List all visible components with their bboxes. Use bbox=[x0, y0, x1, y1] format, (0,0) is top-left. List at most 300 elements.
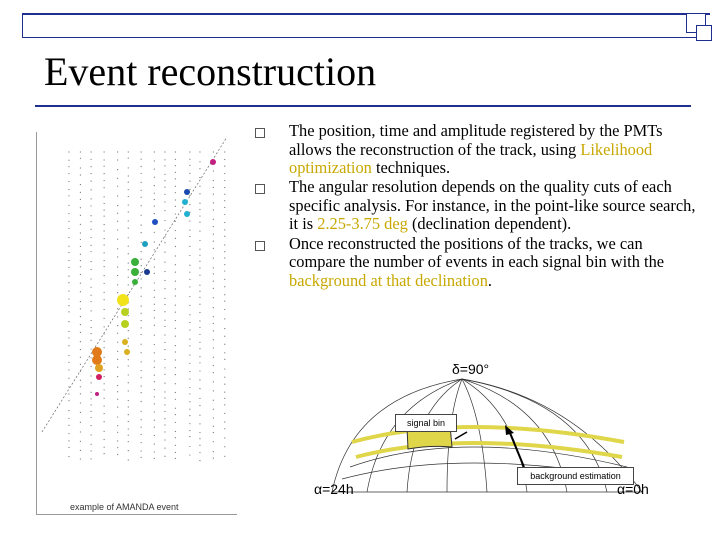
om-dot bbox=[104, 299, 105, 300]
om-dot bbox=[164, 229, 165, 230]
bullet-text-0a: The position, time and amplitude registered by the PMTs allows the reconstruction of the track, using bbox=[289, 121, 663, 159]
om-dot bbox=[175, 399, 176, 400]
om-dot bbox=[213, 409, 214, 410]
om-dot bbox=[213, 297, 214, 298]
om-dot bbox=[117, 376, 118, 377]
om-dot bbox=[189, 430, 190, 431]
om-dot bbox=[141, 370, 142, 371]
om-dot bbox=[128, 382, 129, 383]
om-dot bbox=[199, 285, 200, 286]
om-dot bbox=[175, 178, 176, 179]
om-dot bbox=[224, 151, 225, 152]
om-dot bbox=[104, 347, 105, 348]
om-dot bbox=[141, 259, 142, 260]
om-dot bbox=[164, 186, 165, 187]
om-dot bbox=[104, 252, 105, 253]
om-dot bbox=[104, 309, 105, 310]
om-dot bbox=[189, 236, 190, 237]
hit-marker bbox=[122, 339, 128, 345]
om-dot bbox=[80, 158, 81, 159]
om-dot bbox=[104, 292, 105, 293]
om-dot bbox=[80, 224, 81, 225]
om-dot bbox=[68, 400, 69, 401]
frame-top-line bbox=[22, 13, 710, 15]
om-dot bbox=[175, 159, 176, 160]
om-dot bbox=[117, 333, 118, 334]
om-dot bbox=[224, 200, 225, 201]
om-dot bbox=[117, 275, 118, 276]
om-dot bbox=[141, 450, 142, 451]
om-dot bbox=[164, 326, 165, 327]
om-dot bbox=[68, 311, 69, 312]
om-dot bbox=[213, 234, 214, 235]
om-dot bbox=[128, 450, 129, 451]
om-dot bbox=[154, 389, 155, 390]
om-dot bbox=[128, 459, 129, 460]
om-dot bbox=[175, 408, 176, 409]
om-dot bbox=[213, 323, 214, 324]
om-dot bbox=[175, 272, 176, 273]
om-dot bbox=[128, 346, 129, 347]
om-dot bbox=[199, 215, 200, 216]
om-dot bbox=[213, 457, 214, 458]
bullet-box-icon bbox=[255, 241, 265, 251]
om-dot bbox=[199, 209, 200, 210]
om-dot bbox=[128, 441, 129, 442]
om-dot bbox=[224, 166, 225, 167]
om-dot bbox=[104, 431, 105, 432]
om-dot bbox=[141, 251, 142, 252]
om-dot bbox=[80, 151, 81, 152]
om-dot bbox=[68, 246, 69, 247]
om-dot bbox=[104, 421, 105, 422]
om-dot bbox=[199, 432, 200, 433]
om-dot bbox=[213, 365, 214, 366]
om-dot bbox=[224, 328, 225, 329]
om-dot bbox=[104, 159, 105, 160]
om-dot bbox=[80, 207, 81, 208]
om-dot bbox=[199, 423, 200, 424]
om-dot bbox=[175, 359, 176, 360]
om-dot bbox=[189, 189, 190, 190]
om-dot bbox=[175, 186, 176, 187]
om-dot bbox=[154, 443, 155, 444]
om-dot bbox=[141, 334, 142, 335]
om-dot bbox=[213, 209, 214, 210]
om-dot bbox=[141, 386, 142, 387]
om-dot bbox=[213, 347, 214, 348]
om-dot bbox=[154, 451, 155, 452]
om-dot bbox=[199, 249, 200, 250]
om-dot bbox=[104, 151, 105, 152]
om-dot bbox=[117, 416, 118, 417]
om-dot bbox=[213, 426, 214, 427]
om-dot bbox=[213, 451, 214, 452]
om-dot bbox=[189, 446, 190, 447]
om-dot bbox=[128, 167, 129, 168]
om-dot bbox=[141, 190, 142, 191]
om-dot bbox=[141, 205, 142, 206]
background-estimation-label: background estimation bbox=[517, 467, 634, 485]
om-dot bbox=[117, 342, 118, 343]
om-dot bbox=[90, 181, 91, 182]
om-dot bbox=[104, 383, 105, 384]
om-dot bbox=[213, 226, 214, 227]
om-dot bbox=[175, 281, 176, 282]
om-dot bbox=[175, 414, 176, 415]
om-dot bbox=[68, 221, 69, 222]
om-dot bbox=[189, 195, 190, 196]
om-dot bbox=[224, 207, 225, 208]
om-dot bbox=[90, 411, 91, 412]
om-dot bbox=[213, 170, 214, 171]
om-dot bbox=[80, 260, 81, 261]
om-dot bbox=[199, 203, 200, 204]
om-dot bbox=[90, 444, 91, 445]
om-dot bbox=[104, 369, 105, 370]
om-dot bbox=[141, 224, 142, 225]
om-dot bbox=[141, 182, 142, 183]
om-dot bbox=[68, 321, 69, 322]
om-dot bbox=[68, 355, 69, 356]
om-dot bbox=[199, 151, 200, 152]
om-dot bbox=[90, 237, 91, 238]
bullet-text-2a: Once reconstructed the positions of the tracks, we can compare the number of events in each signal bin with the bbox=[289, 233, 665, 272]
bullet-box-icon bbox=[255, 128, 265, 138]
om-dot bbox=[90, 417, 91, 418]
om-dot bbox=[141, 305, 142, 306]
om-dot bbox=[117, 266, 118, 267]
om-dot bbox=[117, 432, 118, 433]
om-dot bbox=[175, 328, 176, 329]
om-dot bbox=[213, 307, 214, 308]
om-dot bbox=[68, 337, 69, 338]
om-dot bbox=[189, 378, 190, 379]
om-dot bbox=[224, 264, 225, 265]
om-dot bbox=[164, 280, 165, 281]
om-dot bbox=[90, 425, 91, 426]
om-dot bbox=[90, 434, 91, 435]
om-dot bbox=[154, 151, 155, 152]
om-dot bbox=[189, 279, 190, 280]
om-dot bbox=[117, 256, 118, 257]
om-dot bbox=[164, 334, 165, 335]
om-dot bbox=[154, 273, 155, 274]
om-dot bbox=[175, 172, 176, 173]
om-dot bbox=[213, 441, 214, 442]
om-dot bbox=[199, 452, 200, 453]
om-dot bbox=[164, 439, 165, 440]
om-dot bbox=[224, 359, 225, 360]
om-dot bbox=[117, 316, 118, 317]
om-dot bbox=[189, 401, 190, 402]
om-dot bbox=[154, 335, 155, 336]
om-dot bbox=[104, 389, 105, 390]
om-dot bbox=[213, 180, 214, 181]
om-dot bbox=[189, 173, 190, 174]
om-dot bbox=[164, 342, 165, 343]
om-dot bbox=[164, 311, 165, 312]
om-dot bbox=[104, 405, 105, 406]
hit-marker bbox=[144, 269, 150, 275]
om-dot bbox=[80, 458, 81, 459]
event-display-graphic bbox=[37, 132, 237, 514]
om-dot bbox=[224, 194, 225, 195]
om-dot bbox=[164, 448, 165, 449]
om-dot bbox=[164, 431, 165, 432]
om-dot bbox=[68, 393, 69, 394]
om-dot bbox=[154, 199, 155, 200]
om-dot bbox=[80, 254, 81, 255]
om-dot bbox=[128, 406, 129, 407]
om-dot bbox=[154, 420, 155, 421]
om-dot bbox=[213, 372, 214, 373]
hit-marker bbox=[184, 211, 190, 217]
om-dot bbox=[199, 240, 200, 241]
om-dot bbox=[175, 312, 176, 313]
om-dot bbox=[189, 286, 190, 287]
om-dot bbox=[90, 301, 91, 302]
om-dot bbox=[224, 257, 225, 258]
om-dot bbox=[90, 398, 91, 399]
om-dot bbox=[224, 300, 225, 301]
om-dot bbox=[68, 260, 69, 261]
om-dot bbox=[117, 359, 118, 360]
om-dot bbox=[189, 265, 190, 266]
om-dot bbox=[128, 253, 129, 254]
om-dot bbox=[199, 415, 200, 416]
om-dot bbox=[80, 450, 81, 451]
om-dot bbox=[154, 266, 155, 267]
om-dot bbox=[90, 295, 91, 296]
om-dot bbox=[224, 344, 225, 345]
om-dot bbox=[189, 423, 190, 424]
om-dot bbox=[213, 400, 214, 401]
om-dot bbox=[213, 281, 214, 282]
om-dot bbox=[175, 246, 176, 247]
om-dot bbox=[104, 244, 105, 245]
om-dot bbox=[80, 386, 81, 387]
om-dot bbox=[189, 230, 190, 231]
hit-marker bbox=[131, 258, 139, 266]
hit-marker bbox=[117, 294, 129, 306]
om-dot bbox=[128, 151, 129, 152]
om-dot bbox=[80, 246, 81, 247]
om-dot bbox=[224, 309, 225, 310]
hit-marker bbox=[132, 279, 138, 285]
om-dot bbox=[117, 325, 118, 326]
om-dot bbox=[199, 460, 200, 461]
om-dot bbox=[104, 413, 105, 414]
om-dot bbox=[199, 362, 200, 363]
om-dot bbox=[213, 417, 214, 418]
om-dot bbox=[199, 334, 200, 335]
om-dot bbox=[164, 320, 165, 321]
sky-map-top-label: δ=90° bbox=[452, 361, 490, 377]
om-dot bbox=[128, 237, 129, 238]
om-dot bbox=[189, 204, 190, 205]
om-dot bbox=[104, 180, 105, 181]
om-dot bbox=[141, 313, 142, 314]
hit-marker bbox=[96, 374, 102, 380]
om-dot bbox=[104, 166, 105, 167]
om-dot bbox=[164, 288, 165, 289]
om-dot bbox=[199, 370, 200, 371]
om-dot bbox=[164, 367, 165, 368]
bullet-box-icon bbox=[255, 184, 265, 194]
hit-marker bbox=[131, 268, 139, 276]
om-dot bbox=[175, 336, 176, 337]
om-dot bbox=[128, 228, 129, 229]
om-dot bbox=[154, 185, 155, 186]
om-dot bbox=[175, 351, 176, 352]
om-dot bbox=[199, 445, 200, 446]
om-dot bbox=[189, 371, 190, 372]
om-dot bbox=[141, 287, 142, 288]
om-dot bbox=[128, 196, 129, 197]
om-dot bbox=[164, 220, 165, 221]
om-dot bbox=[90, 310, 91, 311]
om-dot bbox=[141, 173, 142, 174]
om-dot bbox=[224, 368, 225, 369]
om-dot bbox=[90, 198, 91, 199]
om-dot bbox=[213, 288, 214, 289]
om-dot bbox=[175, 422, 176, 423]
om-dot bbox=[199, 297, 200, 298]
om-dot bbox=[189, 220, 190, 221]
om-dot bbox=[154, 249, 155, 250]
om-dot bbox=[154, 160, 155, 161]
om-dot bbox=[141, 361, 142, 362]
om-dot bbox=[128, 428, 129, 429]
om-dot bbox=[224, 377, 225, 378]
om-dot bbox=[224, 398, 225, 399]
om-dot bbox=[164, 298, 165, 299]
om-dot bbox=[117, 213, 118, 214]
om-dot bbox=[199, 348, 200, 349]
om-dot bbox=[154, 213, 155, 214]
om-dot bbox=[141, 197, 142, 198]
om-dot bbox=[154, 360, 155, 361]
title-underline bbox=[35, 105, 691, 107]
om-dot bbox=[189, 454, 190, 455]
om-dot bbox=[68, 160, 69, 161]
om-dot bbox=[164, 174, 165, 175]
om-dot bbox=[213, 248, 214, 249]
bullet-text-2b: . bbox=[487, 270, 493, 290]
om-dot bbox=[213, 219, 214, 220]
om-dot bbox=[141, 392, 142, 393]
om-dot bbox=[199, 168, 200, 169]
om-dot bbox=[199, 438, 200, 439]
om-dot bbox=[117, 391, 118, 392]
om-dot bbox=[90, 215, 91, 216]
om-dot bbox=[117, 406, 118, 407]
om-dot bbox=[164, 424, 165, 425]
om-dot bbox=[104, 453, 105, 454]
om-dot bbox=[224, 270, 225, 271]
event-display bbox=[36, 132, 237, 515]
om-dot bbox=[80, 332, 81, 333]
om-dot bbox=[68, 386, 69, 387]
om-dot bbox=[224, 384, 225, 385]
om-dot bbox=[175, 264, 176, 265]
om-dot bbox=[154, 282, 155, 283]
om-dot bbox=[128, 277, 129, 278]
om-dot bbox=[128, 330, 129, 331]
om-dot bbox=[90, 151, 91, 152]
om-dot bbox=[104, 224, 105, 225]
om-dot bbox=[189, 363, 190, 364]
om-dot bbox=[224, 437, 225, 438]
om-dot bbox=[117, 447, 118, 448]
om-dot bbox=[80, 316, 81, 317]
om-dot bbox=[104, 357, 105, 358]
om-dot bbox=[213, 390, 214, 391]
om-dot bbox=[117, 205, 118, 206]
om-dot bbox=[189, 329, 190, 330]
om-dot bbox=[154, 396, 155, 397]
om-dot bbox=[104, 283, 105, 284]
om-dot bbox=[80, 192, 81, 193]
om-dot bbox=[154, 367, 155, 368]
om-dot bbox=[175, 206, 176, 207]
om-dot bbox=[224, 391, 225, 392]
om-dot bbox=[213, 194, 214, 195]
om-dot bbox=[199, 221, 200, 222]
om-dot bbox=[154, 325, 155, 326]
om-dot bbox=[224, 279, 225, 280]
sky-map-left-label: α=24h bbox=[314, 481, 354, 497]
om-dot bbox=[164, 391, 165, 392]
om-dot bbox=[68, 440, 69, 441]
om-dot bbox=[199, 398, 200, 399]
hit-marker bbox=[184, 189, 190, 195]
om-dot bbox=[90, 392, 91, 393]
om-dot bbox=[164, 404, 165, 405]
om-dot bbox=[213, 273, 214, 274]
om-dot bbox=[224, 222, 225, 223]
om-dot bbox=[128, 269, 129, 270]
om-dot bbox=[224, 413, 225, 414]
om-dot bbox=[141, 265, 142, 266]
om-dot bbox=[224, 214, 225, 215]
om-dot bbox=[90, 458, 91, 459]
om-dot bbox=[117, 221, 118, 222]
om-dot bbox=[213, 357, 214, 358]
om-dot bbox=[128, 157, 129, 158]
om-dot bbox=[164, 418, 165, 419]
om-dot bbox=[117, 178, 118, 179]
om-dot bbox=[80, 341, 81, 342]
om-dot bbox=[154, 381, 155, 382]
om-dot bbox=[164, 236, 165, 237]
om-dot bbox=[117, 399, 118, 400]
sky-map-right-label: α=0h bbox=[617, 481, 649, 497]
om-dot bbox=[175, 213, 176, 214]
om-dot bbox=[224, 236, 225, 237]
bullet-item bbox=[252, 235, 702, 291]
om-dot bbox=[90, 348, 91, 349]
om-dot bbox=[90, 382, 91, 383]
om-dot bbox=[164, 151, 165, 152]
om-dot bbox=[141, 327, 142, 328]
om-dot bbox=[224, 286, 225, 287]
bullet-text-1b: (declination dependent). bbox=[407, 214, 572, 234]
om-dot bbox=[80, 441, 81, 442]
om-dot bbox=[175, 165, 176, 166]
om-dot bbox=[224, 294, 225, 295]
